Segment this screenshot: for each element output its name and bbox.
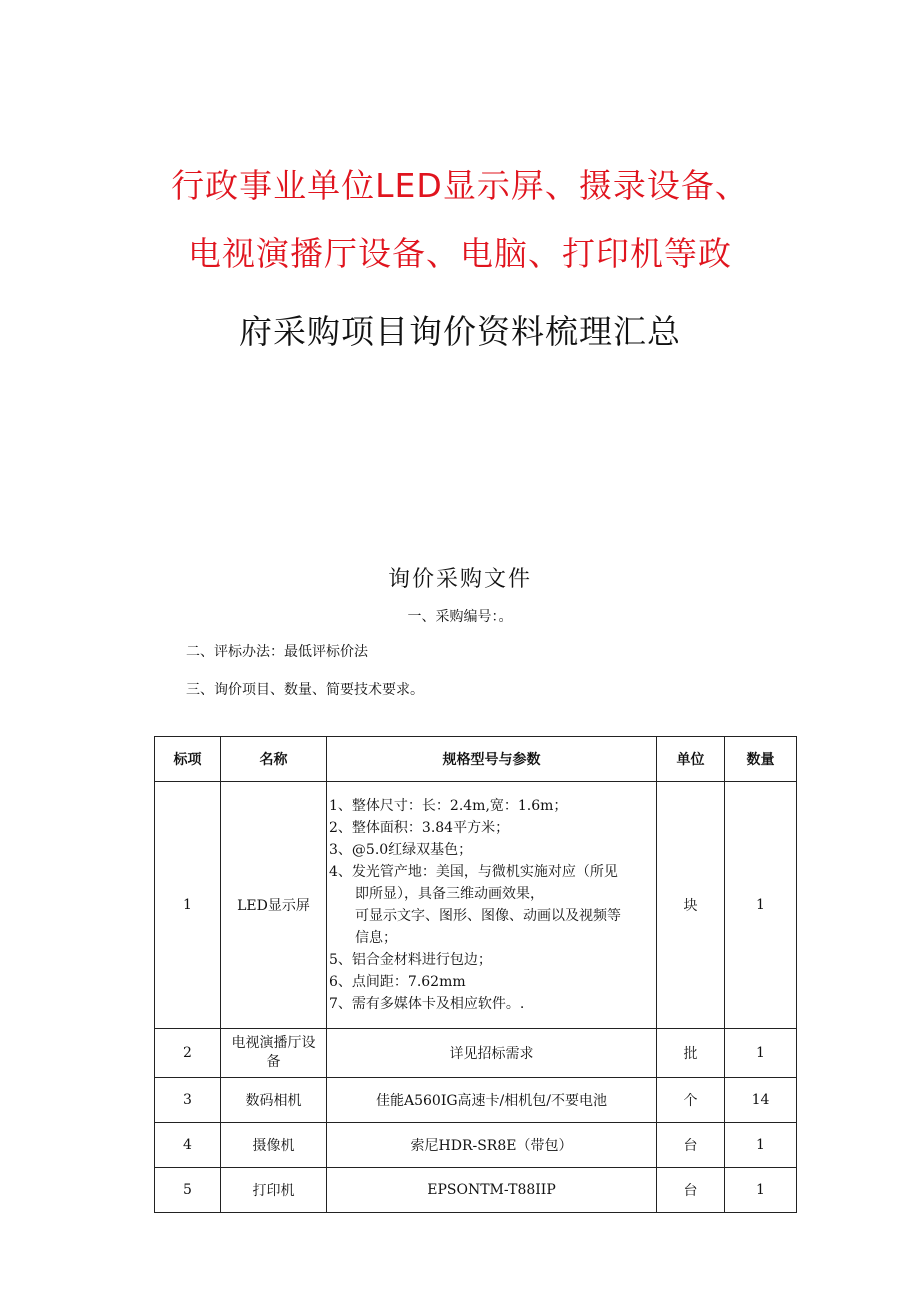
cell-name: 数码相机 — [221, 1078, 327, 1123]
doc-title-line-3: 府采购项目询价资料梳理汇总 — [239, 312, 681, 351]
spec-line: 信息； — [355, 930, 397, 946]
header-name: 名称 — [221, 737, 327, 782]
spec-line: 6、点间距：7.62mm — [329, 974, 466, 990]
cell-qty: 1 — [725, 1123, 797, 1168]
evaluation-method: 二、评标办法：最低评标价法 — [186, 644, 368, 660]
cell-spec: 详见招标需求 — [327, 1029, 657, 1078]
table-row — [155, 1078, 797, 1123]
section-heading: 询价采购文件 — [387, 567, 532, 592]
spec-line: 即所显），具备三维动画效果， — [355, 886, 544, 902]
cell-qty: 1 — [725, 1168, 797, 1213]
cell-unit: 批 — [657, 1029, 725, 1078]
table-row — [155, 1123, 797, 1168]
cell-qty: 1 — [725, 782, 797, 1029]
spec-line: 3、@5.0红绿双基色； — [329, 842, 473, 858]
cell-unit: 个 — [657, 1078, 725, 1123]
cell-name: 打印机 — [221, 1168, 327, 1213]
cell-name: 摄像机 — [221, 1123, 327, 1168]
spec-line: 7、需有多媒体卡及相应软件。. — [329, 996, 525, 1012]
doc-title-line-2: 电视演播厅设备、电脑、打印机等政 — [188, 234, 732, 273]
spec-line: 可显示文字、图形、图像、动画以及视频等 — [355, 908, 621, 924]
cell-no: 1 — [155, 782, 221, 1029]
cell-spec: EPSONTM-T88IIP — [327, 1168, 657, 1213]
cell-unit: 台 — [657, 1123, 725, 1168]
table-row — [155, 1168, 797, 1213]
cell-no: 3 — [155, 1078, 221, 1123]
inquiry-items-intro: 三、询价项目、数量、简要技术要求。 — [186, 682, 424, 698]
cell-name: 电视演播厅设备 — [221, 1029, 327, 1078]
cell-unit: 台 — [657, 1168, 725, 1213]
header-item-no: 标项 — [155, 737, 221, 782]
cell-no: 5 — [155, 1168, 221, 1213]
cell-unit: 块 — [657, 782, 725, 1029]
cell-no: 4 — [155, 1123, 221, 1168]
table-header-row — [155, 737, 797, 782]
cell-name: LED显示屏 — [221, 782, 327, 1029]
cell-qty: 14 — [725, 1078, 797, 1123]
spec-line: 1、整体尺寸：长：2.4m,宽：1.6m； — [329, 798, 568, 814]
cell-no: 2 — [155, 1029, 221, 1078]
cell-qty: 1 — [725, 1029, 797, 1078]
header-qty: 数量 — [725, 737, 797, 782]
cell-spec: 佳能A560IG高速卡/相机包/不要电池 — [327, 1078, 657, 1123]
header-spec: 规格型号与参数 — [327, 737, 657, 782]
spec-line: 5、铝合金材料进行包边； — [329, 952, 492, 968]
header-unit: 单位 — [657, 737, 725, 782]
table-row — [155, 1029, 797, 1078]
procurement-number: 一、采购编号：。 — [407, 609, 513, 625]
inquiry-table — [154, 736, 797, 1213]
spec-line: 2、整体面积：3.84平方米； — [329, 820, 510, 836]
cell-spec — [327, 782, 657, 1029]
spec-line: 4、发光管产地：美国，与微机实施对应（所见 — [329, 864, 618, 880]
cell-spec: 索尼HDR-SR8E（带包） — [327, 1123, 657, 1168]
doc-title-line-1: 行政事业单位LED显示屏、摄录设备、 — [171, 166, 749, 205]
table-row — [155, 782, 797, 1029]
